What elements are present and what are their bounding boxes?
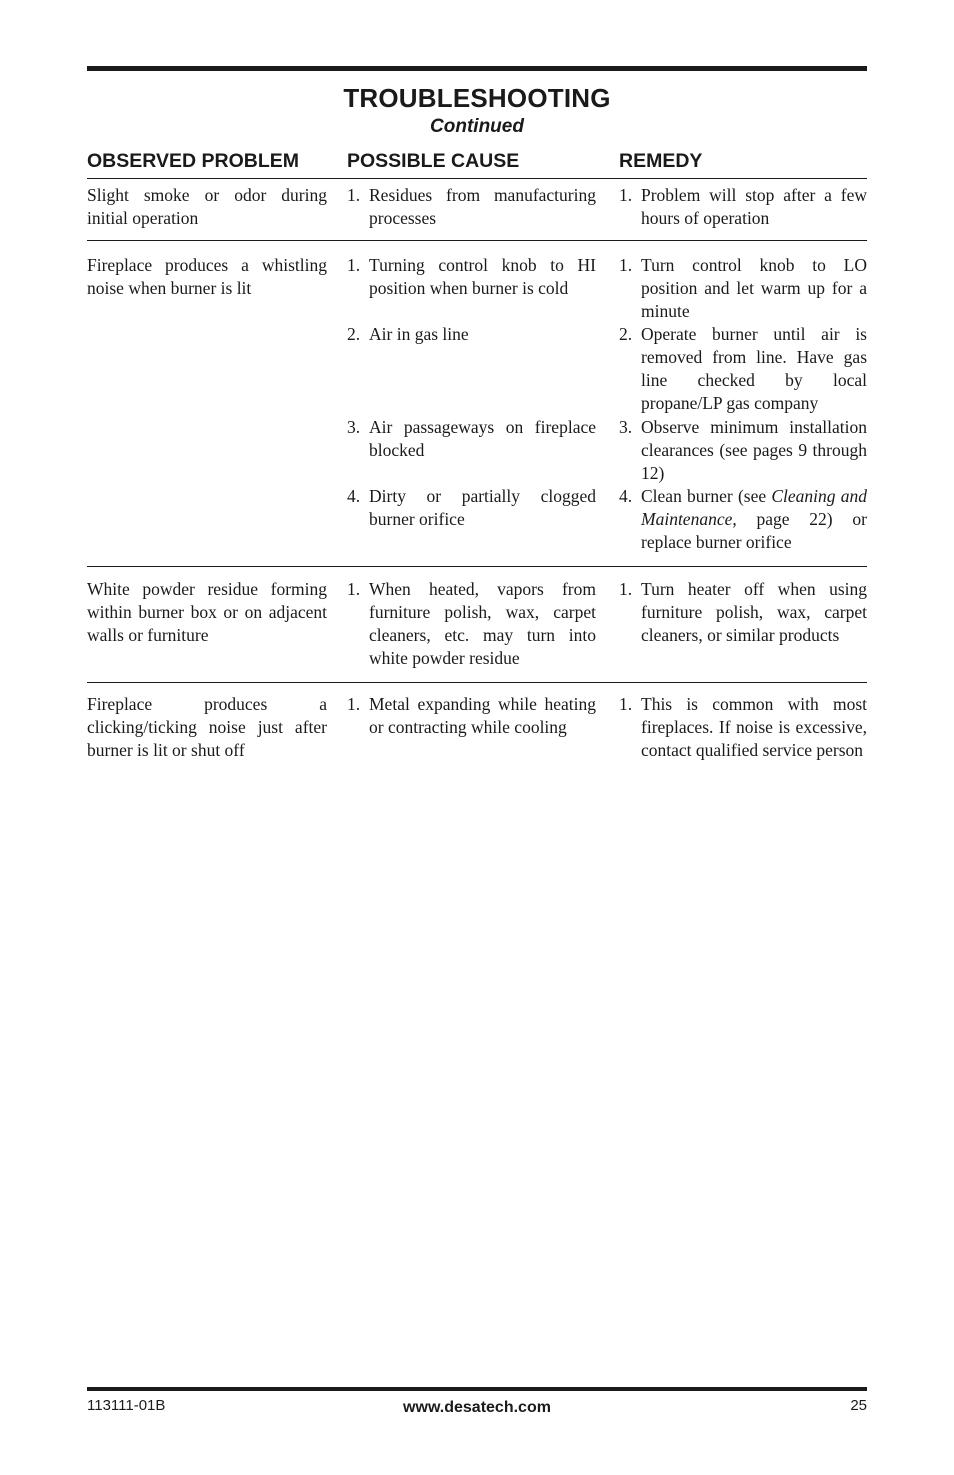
page-number: 25 bbox=[850, 1397, 867, 1414]
remedy-text-before: Clean burner (see bbox=[641, 486, 772, 506]
page-subtitle: Continued bbox=[430, 116, 524, 137]
manual-section-reference: Cleaning and Maintenance bbox=[641, 486, 867, 529]
cause-text: Dirty or partially clogged burner orifice bbox=[369, 486, 596, 529]
problem-cell: Fireplace produces a clicking/ticking noise just after burner is lit or shut off bbox=[87, 694, 327, 760]
cause-item bbox=[347, 184, 596, 230]
remedy-number: 4. bbox=[619, 486, 633, 506]
cause-text: When heated, vapors from furniture polish, wax, carpet cleaners, etc. may turn into white powder residue bbox=[369, 579, 596, 668]
remedy-text: Observe minimum installation clearances (see pages 9 through 12) bbox=[641, 417, 867, 483]
problem-cell: Fireplace produces a whistling noise when burner is lit bbox=[87, 255, 327, 298]
header-divider bbox=[87, 178, 867, 179]
remedy-item bbox=[619, 416, 867, 485]
website-url: www.desatech.com bbox=[403, 1399, 551, 1416]
remedy-text: This is common with most fireplaces. If noise is excessive, contact qualified service person bbox=[641, 694, 867, 760]
row-divider bbox=[87, 682, 867, 683]
remedy-text: Turn control knob to LO position and let warm up for a minute bbox=[641, 255, 867, 321]
cause-number: 4. bbox=[347, 486, 361, 506]
cause-text: Residues from manufacturing processes bbox=[369, 185, 596, 228]
top-rule bbox=[87, 66, 867, 71]
bottom-rule bbox=[87, 1387, 867, 1391]
remedy-item bbox=[619, 323, 867, 415]
cause-item bbox=[347, 485, 596, 531]
cause-text: Air passageways on fireplace blocked bbox=[369, 417, 596, 460]
remedy-item bbox=[619, 485, 867, 554]
remedy-item bbox=[619, 184, 867, 230]
remedy-number: 2. bbox=[619, 324, 633, 344]
problem-cell: White powder residue forming within burner box or on adjacent walls or furniture bbox=[87, 579, 327, 645]
remedy-item bbox=[619, 693, 867, 762]
remedy-text-after: , page 22) or replace burner orifice bbox=[641, 509, 867, 552]
cause-number: 3. bbox=[347, 417, 361, 437]
cause-number: 1. bbox=[347, 579, 361, 599]
remedy-number: 1. bbox=[619, 579, 633, 599]
cause-number: 1. bbox=[347, 255, 361, 275]
remedy-number: 3. bbox=[619, 417, 633, 437]
document-number: 113111-01B bbox=[87, 1397, 166, 1414]
row-divider bbox=[87, 566, 867, 567]
remedy-text: Problem will stop after a few hours of operation bbox=[641, 185, 867, 228]
remedy-number: 1. bbox=[619, 694, 633, 714]
remedy-text bbox=[641, 485, 867, 554]
remedy-number: 1. bbox=[619, 255, 633, 275]
cause-item bbox=[347, 254, 596, 300]
remedy-item bbox=[619, 578, 867, 647]
row-divider bbox=[87, 240, 867, 241]
cause-number: 1. bbox=[347, 185, 361, 205]
cause-text: Turning control knob to HI position when burner is cold bbox=[369, 255, 596, 298]
cause-text: Metal expanding while heating or contracting while cooling bbox=[369, 694, 596, 737]
remedy-item bbox=[619, 254, 867, 323]
column-header-remedy: REMEDY bbox=[619, 150, 703, 172]
column-header-cause: POSSIBLE CAUSE bbox=[347, 150, 520, 172]
cause-number: 2. bbox=[347, 324, 361, 344]
cause-item bbox=[347, 693, 596, 739]
remedy-text: Operate burner until air is removed from line. Have gas line checked by local propane/LP gas company bbox=[641, 324, 867, 413]
remedy-number: 1. bbox=[619, 185, 633, 205]
cause-number: 1. bbox=[347, 694, 361, 714]
remedy-text: Turn heater off when using furniture polish, wax, carpet cleaners, or similar products bbox=[641, 579, 867, 645]
cause-item bbox=[347, 416, 596, 462]
cause-item bbox=[347, 323, 596, 346]
cause-text: Air in gas line bbox=[369, 324, 469, 344]
problem-cell: Slight smoke or odor during initial operation bbox=[87, 185, 327, 228]
page-title: TROUBLESHOOTING bbox=[343, 83, 611, 113]
column-header-problem: OBSERVED PROBLEM bbox=[87, 150, 300, 172]
cause-item bbox=[347, 578, 596, 670]
